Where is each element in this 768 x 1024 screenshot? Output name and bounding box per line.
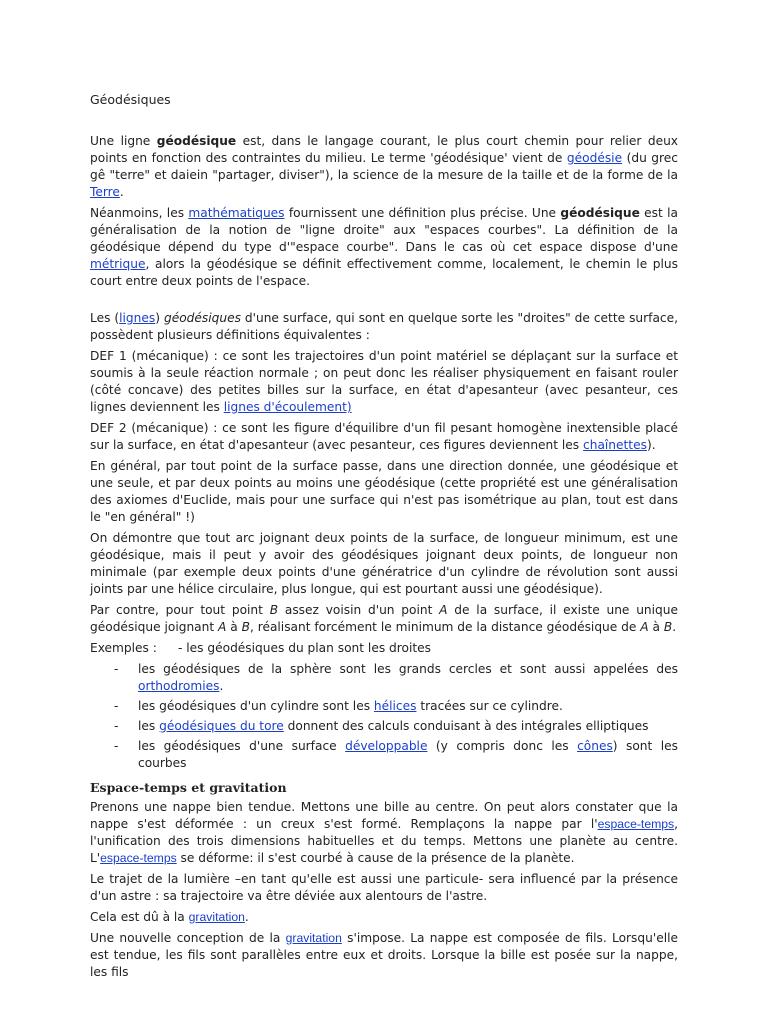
link-developpable[interactable]: développable <box>345 739 428 753</box>
link-chainettes[interactable]: chaînettes <box>583 438 647 452</box>
paragraph-conception: Une nouvelle conception de la gravitation s'impose. La nappe est composée de fils. Lorsqu'elle est tendue, les fils sont parallèles entre eux et droits. Lorsque la bille est posée sur la nappe, les fils <box>90 931 678 979</box>
list-item: - les géodésiques du tore donnent des calculs conduisant à des intégrales elliptiques <box>90 718 678 735</box>
list-bullet: - <box>114 662 119 676</box>
document-title: Géodésiques <box>90 92 171 107</box>
link-espace-temps[interactable]: espace-temps <box>100 851 177 865</box>
paragraph-def2: DEF 2 (mécanique) : ce sont les figure d'équilibre d'un fil pesant homogène inextensible placé sur la surface, en état d'apesanteur (avec pesanteur, ces figures deviennent les chaînettes). <box>90 421 678 452</box>
list-bullet: - <box>114 739 119 753</box>
list-item: - les géodésiques d'une surface développable (y compris donc les cônes) sont les courbes <box>90 738 678 772</box>
paragraph-general: En général, par tout point de la surface passe, dans une direction donnée, une géodésique et une seule, et par deux points au moins une géodésique (cette propriété est une généralisation des axiomes d'Euclide, mais pour une surface qui n'est pas isométrique au plan, tout est dans le "en général" !) <box>90 459 678 524</box>
paragraph-definition: Néanmoins, les mathématiques fournissent une définition plus précise. Une géodésique est la généralisation de la notion de "ligne droite" aux "espaces courbes". La définition de la géodésique dépend du type d'"espace courbe". Dans le cas où cet espace dispose d'une métrique, alors la géodésique se définit effectivement comme, localement, le chemin le plus court entre deux points de l'espace. <box>90 206 678 288</box>
link-orthodromies[interactable]: orthodromies <box>138 679 220 693</box>
paragraph-lumiere: Le trajet de la lumière –en tant qu'elle est aussi une particule- sera influencé par la présence d'un astre : sa trajectoire va être déviée aux alentours de l'astre. <box>90 872 678 903</box>
list-item: - les géodésiques d'un cylindre sont les hélices tracées sur ce cylindre. <box>90 698 678 715</box>
list-bullet: - <box>114 719 119 733</box>
examples-label: Exemples : <box>90 641 157 655</box>
examples-first: - les géodésiques du plan sont les droites <box>178 641 431 655</box>
section-heading: Espace-temps et gravitation <box>90 780 287 795</box>
link-gravitation[interactable]: gravitation <box>285 931 342 945</box>
paragraph-lignes: Les (lignes) géodésiques d'une surface, qui sont en quelque sorte les "droites" de cette surface, possèdent plusieurs définitions équivalentes : <box>90 311 678 342</box>
list-bullet: - <box>114 699 119 713</box>
bold-term: géodésique <box>560 206 640 220</box>
list-item: - les géodésiques de la sphère sont les grands cercles et sont aussi appelées des orthodromies. <box>90 661 678 695</box>
link-terre[interactable]: Terre <box>90 185 120 199</box>
link-espace-temps[interactable]: espace-temps <box>597 817 675 831</box>
paragraph-par-contre: Par contre, pour tout point B assez voisin d'un point A de la surface, il existe une unique géodésique joignant A à B, réalisant forcément le minimum de la distance géodésique de A à B. <box>90 603 678 634</box>
examples-header <box>90 640 678 657</box>
paragraph-def1: DEF 1 (mécanique) : ce sont les trajectoires d'un point matériel se déplaçant sur la surface et soumis à la seule réaction normale ; on peut donc les réaliser physiquement en faisant rouler (côté concave) des petites billes sur la surface, en état d'apesanteur (avec pesanteur, ces lignes deviennent les lignes d'écoulement) <box>90 349 678 414</box>
link-gravitation[interactable]: gravitation <box>188 910 245 924</box>
link-geodesie[interactable]: géodésie <box>566 151 623 165</box>
link-metrique[interactable]: métrique <box>90 257 146 271</box>
examples-list <box>90 661 678 772</box>
paragraph-nappe: Prenons une nappe bien tendue. Mettons une bille au centre. On peut alors constater que la nappe s'est déformée : un creux s'est formé. Remplaçons la nappe par l'espace-temps, l'unification des trois dimensions habituelles et du temps. Mettons une planète au centre. L'espace-temps se déforme: il s'est courbé à cause de la présence de la planète. <box>90 800 678 865</box>
paragraph-demontre: On démontre que tout arc joignant deux points de la surface, de longueur minimum, est une géodésique, mais il peut y avoir des géodésiques joignant deux points, de longueur non minimale (par exemple deux points d'une génératrice d'un cylindre de révolution sont aussi joints par une hélice circulaire, plus longue, qui est pourtant aussi une géodésique). <box>90 531 678 596</box>
link-helices[interactable]: hélices <box>373 699 417 713</box>
link-geodesiques-du-tore[interactable]: géodésiques du tore <box>159 719 284 733</box>
link-lignes[interactable]: lignes <box>119 311 156 325</box>
bold-term: géodésique <box>156 134 237 148</box>
paragraph-intro: Une ligne géodésique est, dans le langage courant, le plus court chemin pour relier deux points en fonction des contraintes du milieu. Le terme 'géodésique' vient de géodésie (du grec gê "terre" et daiein "partager, diviser"), la science de la mesure de la taille et de la forme de la Terre. <box>90 134 679 199</box>
paragraph-gravitation: Cela est dû à la gravitation. <box>90 910 249 924</box>
spacer <box>90 294 678 310</box>
link-cones[interactable]: cônes <box>577 739 613 753</box>
link-mathematiques[interactable]: mathématiques <box>188 206 285 220</box>
link-lignes-ecoulement[interactable]: lignes d'écoulement) <box>223 400 352 414</box>
